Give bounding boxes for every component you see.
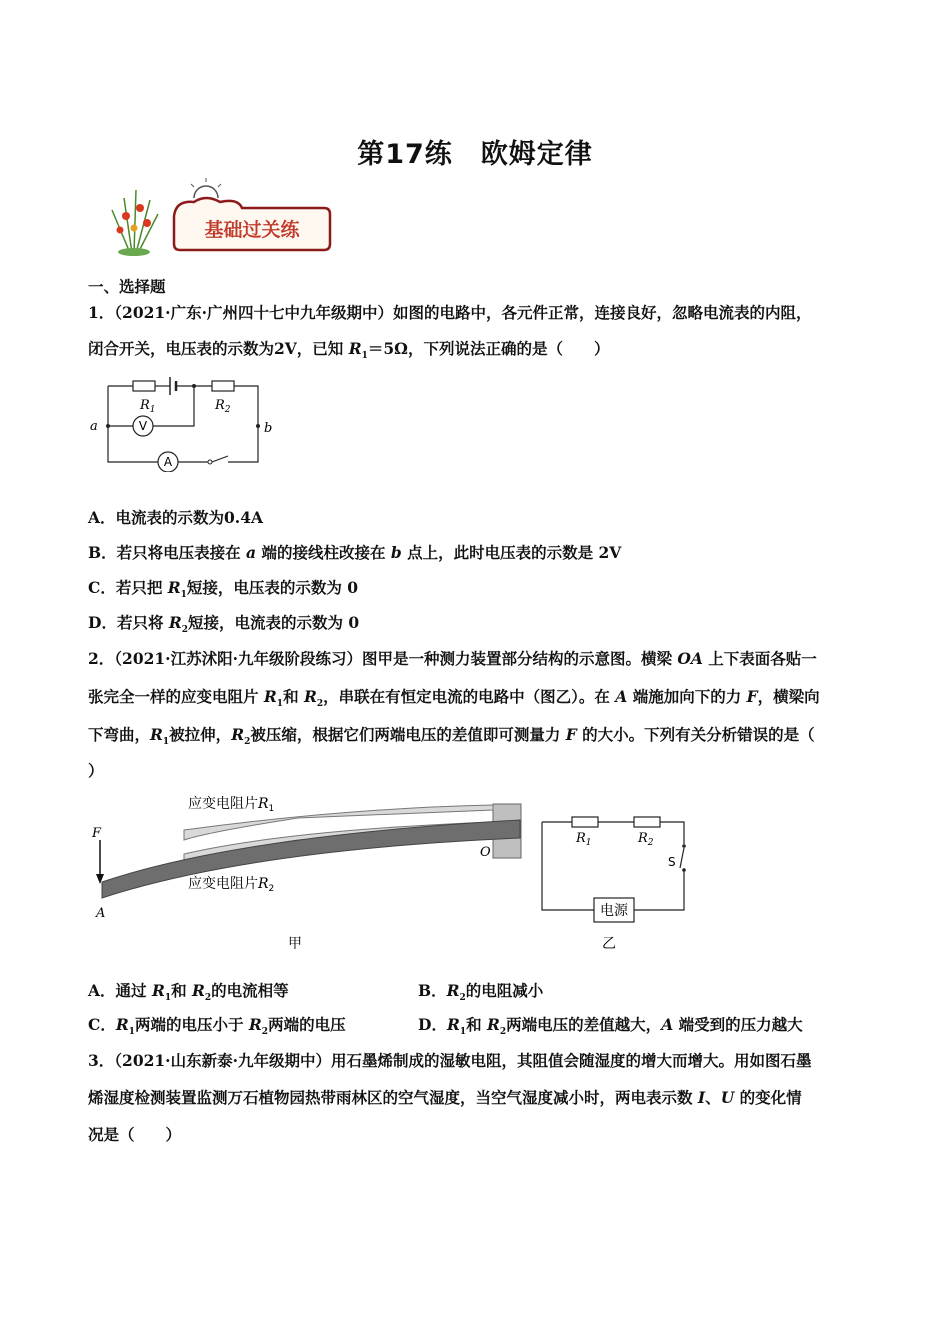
q2-figure bbox=[88, 790, 698, 955]
q2-figure-jia bbox=[91, 795, 521, 952]
yi-r1-label: $R_1$ bbox=[576, 831, 592, 848]
q3-stem-line2: 烯湿度检测装置监测万石植物园热带雨林区的空气湿度，当空气湿度减小时，两电表示数 I、U 的变化情 bbox=[88, 1088, 802, 1107]
q2-option-b[interactable]: B．$R_2$的电阻减小 bbox=[418, 981, 544, 1004]
section-heading: 一、选择题 bbox=[88, 277, 166, 296]
q1-option-d[interactable]: D．若只将 $R_2$短接，电流表的示数为 0 bbox=[88, 613, 360, 636]
q2-option-d[interactable]: D．$R_1$和 $R_2$两端电压的差值越大，A 端受到的压力越大 bbox=[418, 1015, 803, 1038]
point-o-label: O bbox=[480, 845, 491, 860]
q2-stem-line3: 下弯曲，$R_1$被拉伸，$R_2$被压缩，根据它们两端电压的差值即可测量力 F 的大小。下列有关分析错误的是（ bbox=[88, 725, 815, 748]
q1-point-a: a bbox=[90, 419, 98, 434]
end-a-label: A bbox=[96, 906, 106, 921]
force-label: F bbox=[92, 826, 102, 841]
q2-stem-line4: ） bbox=[88, 761, 104, 780]
ammeter-icon: A bbox=[163, 455, 173, 469]
figure-yi-caption: 乙 bbox=[602, 936, 616, 952]
q2-option-a[interactable]: A．通过 $R_1$和 $R_2$的电流相等 bbox=[88, 981, 289, 1004]
flower-icon bbox=[112, 190, 158, 256]
q1-point-b: b bbox=[264, 421, 273, 436]
q2-option-c[interactable]: C．$R_1$两端的电压小于 $R_2$两端的电压 bbox=[88, 1015, 346, 1038]
q3-stem-line1: 3．（2021·山东新泰·九年级期中）用石墨烯制成的湿敏电阻，其阻值会随湿度的增大而增大。用如图石墨 bbox=[88, 1051, 812, 1070]
yi-r2-label: $R_2$ bbox=[638, 831, 654, 848]
q1-option-c[interactable]: C．若只把 $R_1$短接，电压表的示数为 0 bbox=[88, 578, 359, 601]
sun-icon bbox=[191, 178, 221, 198]
banner-text: 基础过关练 bbox=[204, 219, 300, 241]
q2-stem-line1: 2．（2021·江苏沭阳·九年级阶段练习）图甲是一种测力装置部分结构的示意图。横梁 OA 上下表面各贴一 bbox=[88, 649, 817, 668]
q1-circuit-diagram bbox=[88, 372, 278, 472]
q2-stem-line2: 张完全一样的应变电阻片 $R_1$和 $R_2$，串联在有恒定电流的电路中（图乙）。在 A 端施加向下的力 F，横梁向 bbox=[88, 687, 820, 710]
switch-label: S bbox=[668, 855, 676, 869]
q1-stem-line2: 闭合开关，电压表的示数为2V，已知 $R_1=5\Omega$，下列说法正确的是（ ） bbox=[88, 339, 610, 362]
figure-jia-caption: 甲 bbox=[288, 936, 302, 952]
q3-stem-line3: 况是（ ） bbox=[88, 1125, 182, 1144]
q1-stem-line1: 1．（2021·广东·广州四十七中九年级期中）如图的电路中，各元件正常，连接良好，忽略电流表的内阻， bbox=[88, 303, 812, 322]
page-title: 第17练 欧姆定律 bbox=[357, 139, 593, 170]
q1-option-a[interactable]: A．电流表的示数为0.4A bbox=[88, 508, 264, 527]
strain-r2-label: 应变电阻片$R_2$ bbox=[188, 876, 275, 894]
strain-r1-label: 应变电阻片$R_1$ bbox=[188, 796, 275, 814]
power-source-label: 电源 bbox=[600, 903, 628, 919]
q1-r1-label: $R_1$ bbox=[140, 398, 156, 415]
q1-option-b[interactable]: B．若只将电压表接在 a 端的接线柱改接在 b 点上，此时电压表的示数是 2V bbox=[88, 543, 622, 562]
q1-r2-label: $R_2$ bbox=[215, 398, 231, 415]
section-banner bbox=[102, 178, 332, 258]
voltmeter-icon: V bbox=[138, 419, 148, 433]
